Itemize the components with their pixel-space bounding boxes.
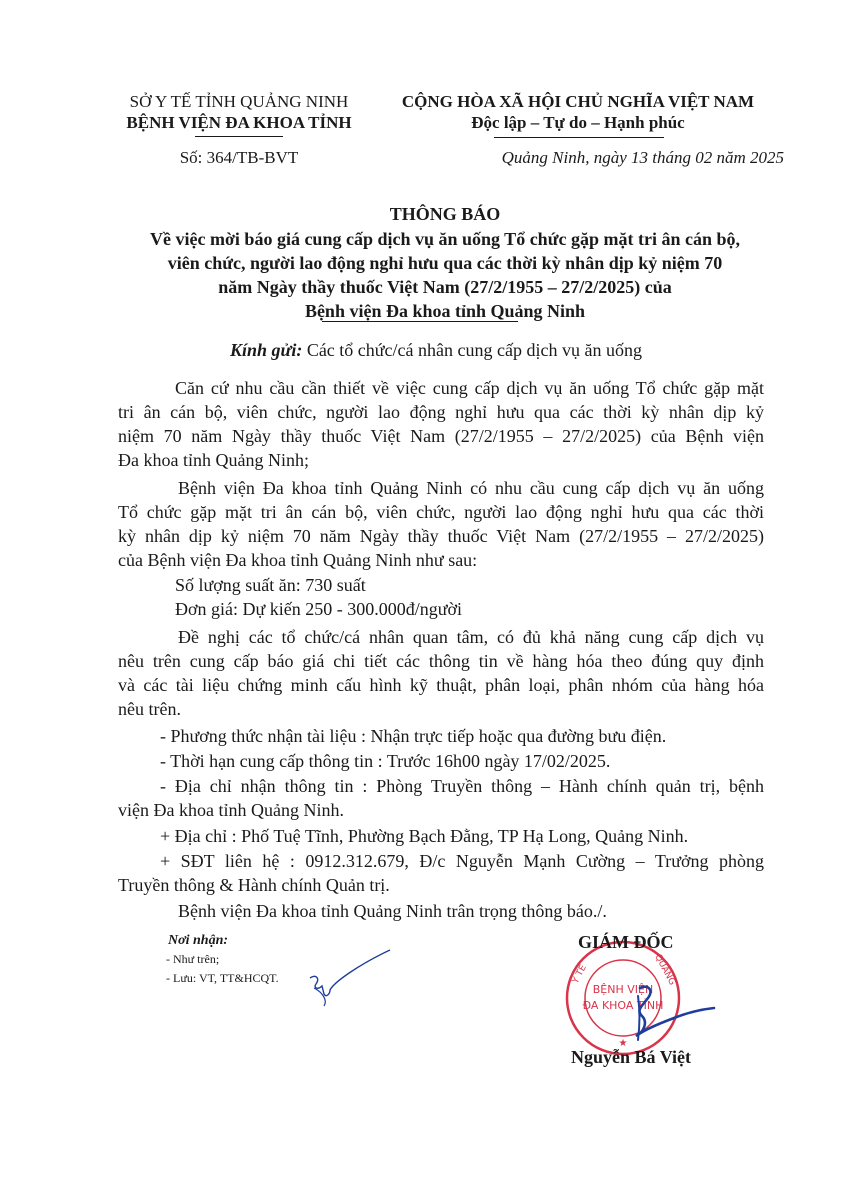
signer-name: Nguyễn Bá Việt [571,1047,692,1067]
meal-quantity: Số lượng suất ăn: 730 suất [175,575,366,595]
place-date: Quảng Ninh, ngày 13 tháng 02 năm 2025 [501,148,784,167]
notice-subtitle-line-4: Bệnh viện Đa khoa tỉnh Quảng Ninh [304,301,586,321]
submission-deadline: - Thời hạn cung cấp thông tin : Trước 16h00 ngày 17/02/2025. [160,751,611,771]
signer-title: GIÁM ĐỐC [578,932,674,952]
recipients-item-1: - Như trên; [166,952,220,966]
recipient-value: Các tổ chức/cá nhân cung cấp dịch vụ ăn uống [306,340,642,360]
p3-line-2: nêu trên cung cấp báo giá chi tiết các thông tin về hàng hóa theo đúng quy định [118,651,764,671]
notice-title: THÔNG BÁO [389,204,501,224]
org-name: BỆNH VIỆN ĐA KHOA TỈNH [126,113,352,132]
country-name: CỘNG HÒA XÃ HỘI CHỦ NGHĨA VIỆT NAM [401,92,755,111]
closing-sentence: Bệnh viện Đa khoa tỉnh Quảng Ninh trân trọng thông báo./. [178,901,607,921]
contact-phone-line-2: Truyền thông & Hành chính Quản trị. [118,875,390,895]
title-underline [322,321,518,322]
notice-subtitle-line-3: năm Ngày thầy thuốc Việt Nam (27/2/1955 – 27/2/2025) của [218,277,672,297]
p2-line-4: của Bệnh viện Đa khoa tỉnh Quảng Ninh như sau: [118,550,478,570]
notice-subtitle-line-1: Về việc mời báo giá cung cấp dịch vụ ăn uống Tổ chức gặp mặt tri ân cán bộ, [150,229,740,249]
p1-line-4: Đa khoa tỉnh Quảng Ninh; [118,450,309,470]
recipients-label: Nơi nhận: [168,933,229,948]
stamp-ring-left: Y TẾ [570,963,589,986]
document-number: Số: 364/TB-BVT [179,148,299,167]
delivery-method: - Phương thức nhận tài liệu : Nhận trực tiếp hoặc qua đường bưu điện. [160,726,667,746]
motto-underline [494,137,664,138]
national-motto: Độc lập – Tự do – Hạnh phúc [471,113,685,132]
p2-line-2: Tổ chức gặp mặt tri ân cán bộ, viên chức, người lao động nghỉ hưu qua các thời [118,502,764,522]
org-underline [195,136,283,137]
p2-line-3: kỳ nhân dịp kỷ niệm 70 năm Ngày thầy thuốc Việt Nam (27/2/1955 – 27/2/2025) [118,526,764,546]
p1-line-2: tri ân cán bộ, viên chức, người lao động nghỉ hưu qua các thời kỳ nhân dịp kỷ [118,402,764,422]
receiving-address-line-2: viện Đa khoa tỉnh Quảng Ninh. [118,800,344,820]
unit-price: Đơn giá: Dự kiến 250 - 300.000đ/người [175,599,463,619]
recipient-line [230,340,642,361]
contact-phone-line-1: + SĐT liên hệ : 0912.312.679, Đ/c Nguyễn Mạnh Cường – Trưởng phòng [160,851,764,871]
p3-line-1: Đề nghị các tổ chức/cá nhân quan tâm, có đủ khả năng cung cấp dịch vụ [178,627,764,647]
recipient-label: Kính gửi: [230,340,303,360]
p1-line-3: niệm 70 năm Ngày thầy thuốc Việt Nam (27/2/1955 – 27/2/2025) của Bệnh viện [118,426,764,446]
org-parent: SỞ Y TẾ TỈNH QUẢNG NINH [129,92,349,111]
stamp-star: ★ [618,1038,628,1049]
p1-line-1: Căn cứ nhu cầu cần thiết về việc cung cấp dịch vụ ăn uống Tổ chức gặp mặt [175,378,764,398]
initial-signature-mark [300,948,395,1010]
director-signature [618,980,718,1050]
stamp-inner-line-2: ĐA KHOA TỈNH [582,999,664,1012]
p3-line-3: và các tài liệu chứng minh cấu hình kỹ thuật, phân loại, phân nhóm của hàng hóa [118,675,764,695]
receiving-address-line-1: - Địa chỉ nhận thông tin : Phòng Truyền thông – Hành chính quản trị, bệnh [160,776,764,796]
p2-line-1: Bệnh viện Đa khoa tỉnh Quảng Ninh có nhu cầu cung cấp dịch vụ ăn uống [178,478,764,498]
street-address: + Địa chỉ : Phố Tuệ Tĩnh, Phường Bạch Đằng, TP Hạ Long, Quảng Ninh. [160,826,689,846]
stamp-ring-right: QUẢNG [652,952,677,988]
notice-subtitle-line-2: viên chức, người lao động nghỉ hưu qua các thời kỳ nhân dịp kỷ niệm 70 [167,253,723,273]
recipients-item-2: - Lưu: VT, TT&HCQT. [166,971,279,985]
stamp-inner-line-1: BỆNH VIỆN [592,983,654,996]
p3-line-4: nêu trên. [118,699,181,719]
